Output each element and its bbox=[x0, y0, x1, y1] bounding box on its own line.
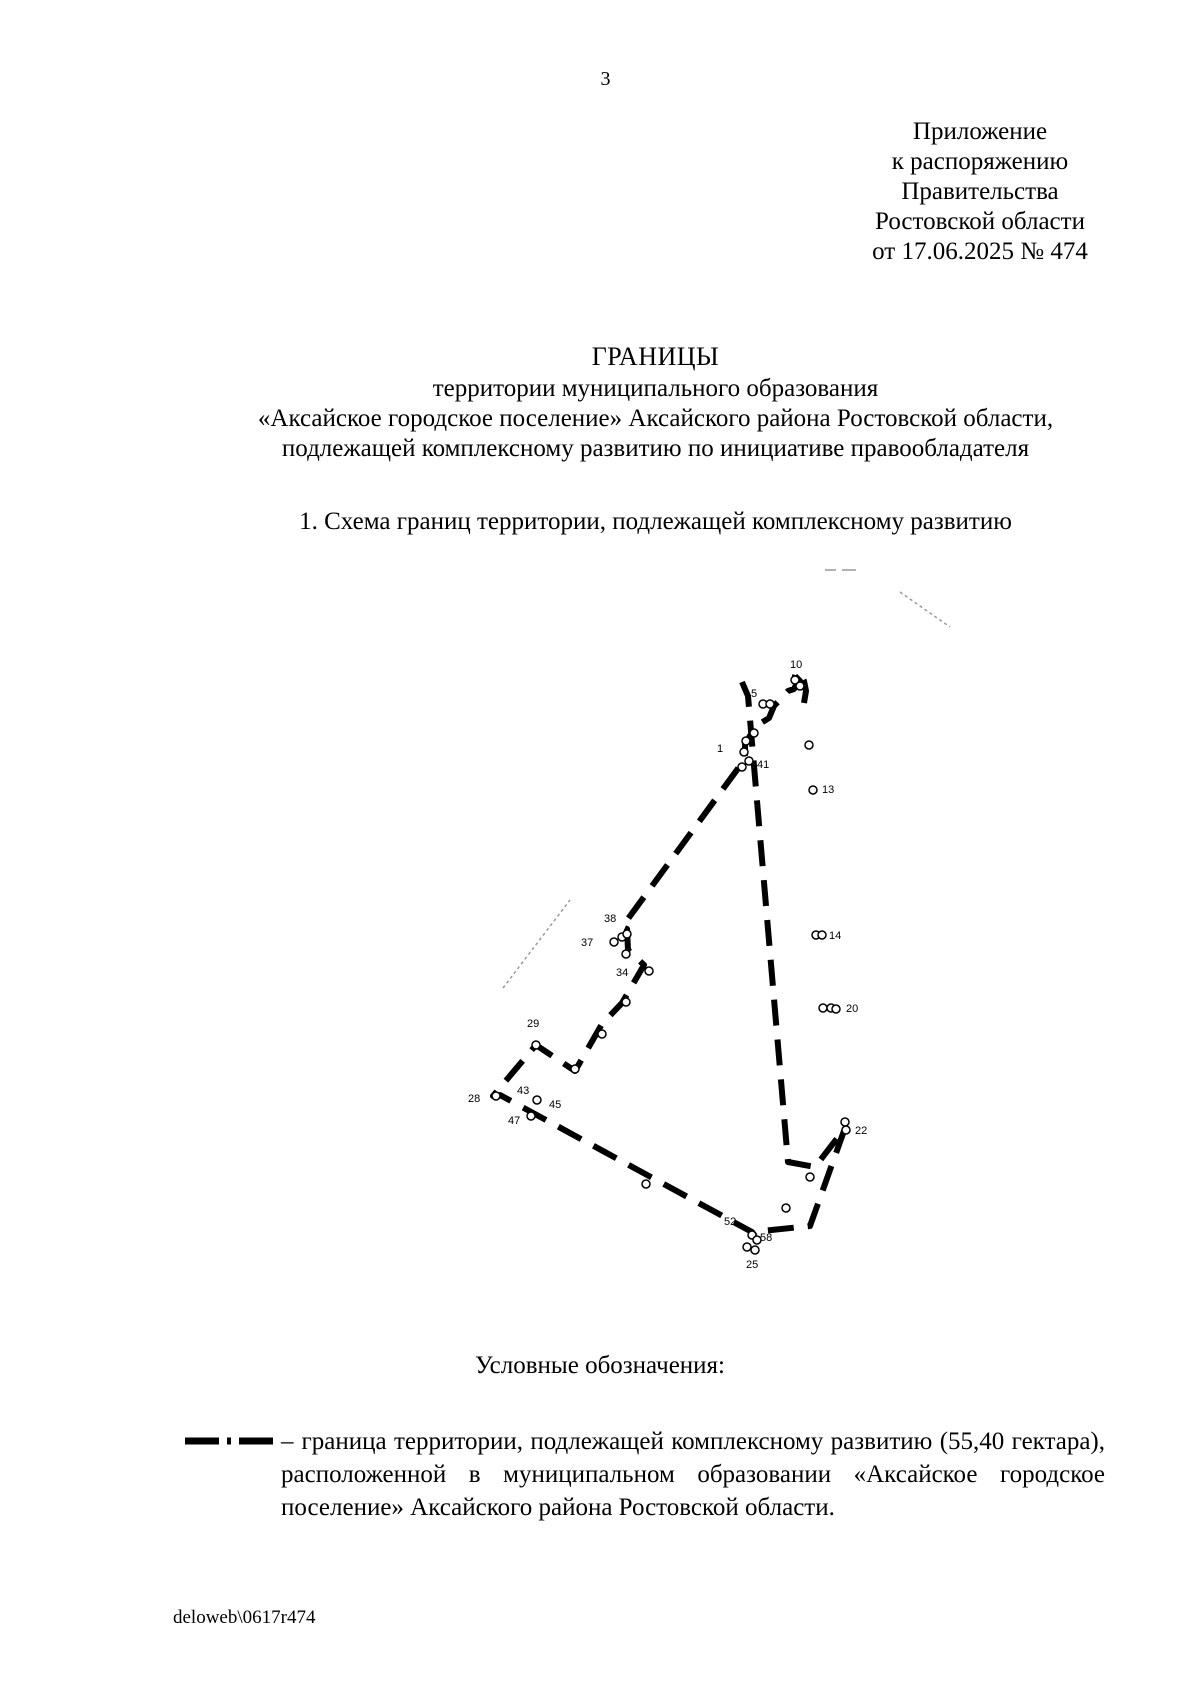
legend-title: Условные обозначения: bbox=[474, 1352, 726, 1379]
point-label-41: 41 bbox=[757, 759, 770, 771]
point-label-14: 14 bbox=[829, 930, 842, 942]
document-code: deloweb\0617r474 bbox=[173, 1607, 316, 1628]
legend-text: граница территории, подлежащей комплексному развитию (55,40 гектара), расположенной в муниципальном образовании «Аксайское городское поселение» Аксайского района Ростовской области. bbox=[281, 1428, 1105, 1521]
point-label-5: 5 bbox=[751, 688, 758, 700]
title-line: «Аксайское городское поселение» Аксайского района Ростовской области, bbox=[257, 405, 1054, 432]
point-label-25: 25 bbox=[746, 1259, 759, 1271]
territory-boundary bbox=[493, 673, 845, 1236]
point-label-22: 22 bbox=[855, 1125, 868, 1137]
point-label-43: 43 bbox=[517, 1085, 530, 1097]
boundary-map bbox=[0, 560, 1200, 1280]
point-label-37: 37 bbox=[581, 937, 594, 949]
title-heading: ГРАНИЦЫ bbox=[591, 342, 720, 371]
dashed-line-symbol bbox=[185, 1437, 273, 1445]
point-label-20: 20 bbox=[846, 1003, 859, 1015]
point-label-29: 29 bbox=[527, 1018, 540, 1030]
point-label-10: 10 bbox=[790, 659, 803, 671]
title-line: территории муниципального образования bbox=[432, 375, 879, 402]
legend-dash: – bbox=[281, 1428, 294, 1455]
point-label-28: 28 bbox=[468, 1093, 481, 1105]
legend-description bbox=[281, 1425, 1105, 1524]
page-number: 3 bbox=[600, 68, 611, 90]
appendix-line: Приложение bbox=[912, 118, 1048, 145]
boundary-vertices bbox=[492, 676, 850, 1254]
document-title bbox=[100, 342, 1200, 464]
appendix-line: от 17.06.2025 № 474 bbox=[872, 238, 1088, 265]
point-label-58: 58 bbox=[760, 1232, 773, 1244]
appendix-line: Правительства bbox=[901, 178, 1059, 205]
point-label-1: 1 bbox=[717, 743, 724, 755]
title-line: подлежащей комплексному развитию по инициативе правообладателя bbox=[281, 435, 1030, 462]
point-label-47: 47 bbox=[508, 1115, 521, 1127]
section-title: 1. Схема границ территории, подлежащей комплексному развитию bbox=[299, 508, 1012, 535]
appendix-block bbox=[800, 117, 1160, 267]
appendix-line: Ростовской области bbox=[875, 208, 1085, 235]
point-label-38: 38 bbox=[604, 913, 617, 925]
appendix-line: к распоряжению bbox=[891, 148, 1069, 175]
point-label-45: 45 bbox=[549, 1099, 562, 1111]
point-label-52: 52 bbox=[724, 1216, 737, 1228]
faint-background-marks bbox=[503, 570, 950, 988]
point-label-13: 13 bbox=[822, 784, 835, 796]
point-label-34: 34 bbox=[616, 967, 629, 979]
